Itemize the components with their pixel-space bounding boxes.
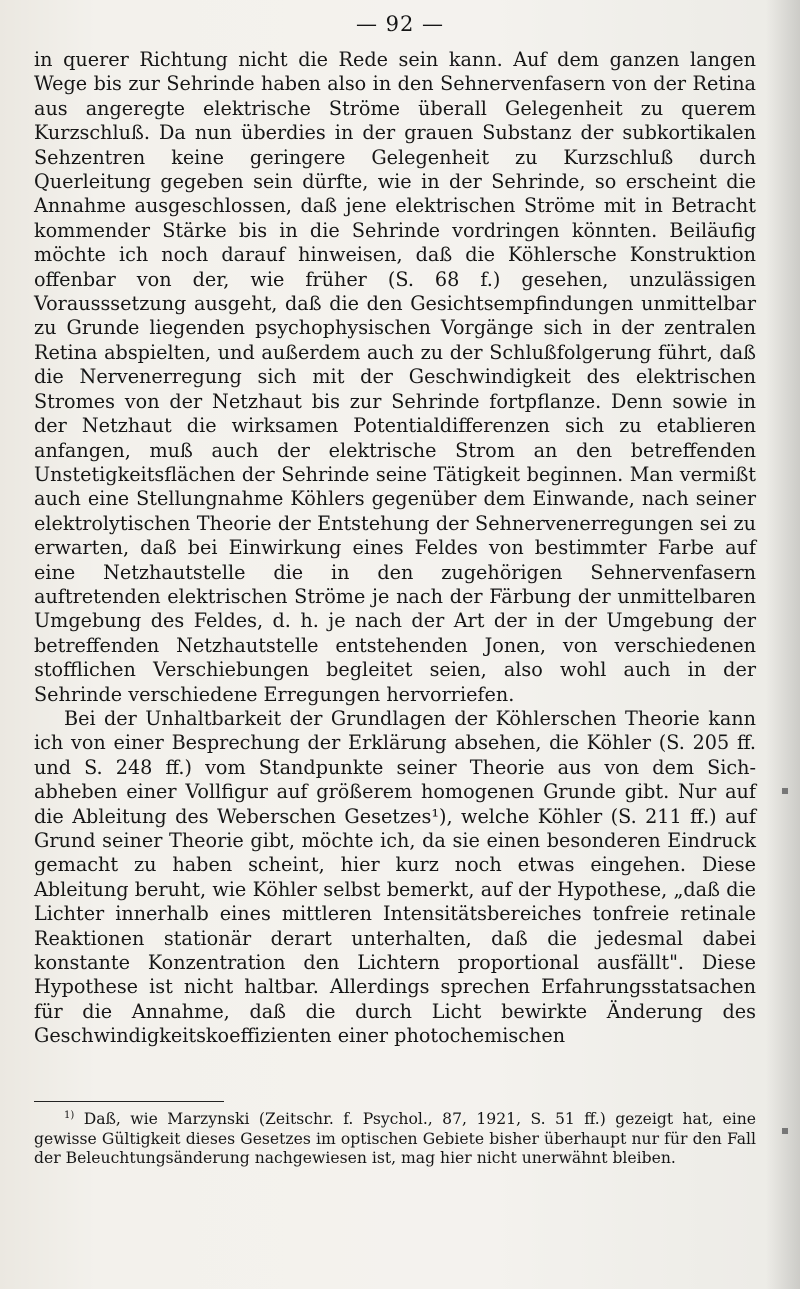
- margin-speck: [782, 788, 788, 794]
- footnote-text: Daß, wie Marzynski (Zeitschr. f. Psychol., 87, 1921, S. 51 ff.) gezeigt hat, eine gewisse Gültigkeit dieses Gesetzes im optischen Gebiete bisher überhaupt nur für den Fall der Beleuchtungsänderung nachgewiesen ist, mag hier nicht unerwähnt bleiben.: [34, 1110, 756, 1168]
- paragraph-1: in querer Richtung nicht die Rede sein kann. Auf dem ganzen langen Wege bis zur Sehrinde haben also in den Sehnervenfasern von der Retina aus angeregte elektrische Ströme überall Gelegenheit zu querem Kurzschluß. Da nun überdies in der grauen Substanz der subkortikalen Sehzentren keine geringere Gelegenheit zu Kurzschluß durch Querleitung gegeben sein dürfte, wie in der Sehrinde, so erscheint die Annahme ausgeschlossen, daß jene elektrischen Ströme mit in Betracht kommender Stärke bis in die Sehrinde vordringen könnten. Beiläufig möchte ich noch darauf hinweisen, daß die Köhlersche Konstruktion offenbar von der, wie früher (S. 68 f.) gesehen, unzulässigen Vorausssetzung ausgeht, daß die den Gesichtsempfindungen unmittelbar zu Grunde liegenden psychophysischen Vorgänge sich in der zentralen Retina abspielten, und außerdem auch zu der Schlußfolgerung führt, daß die Nervenerregung sich mit der Geschwindigkeit des elektrischen Stromes von der Netzhaut bis zur Sehrinde fortpflanze. Denn sowie in der Netzhaut die wirksamen Potentialdifferenzen sich zu etablieren anfangen, muß auch der elektrische Strom an den betreffenden Unstetigkeitsflächen der Sehrinde seine Tätigkeit beginnen. Man vermißt auch eine Stellungnahme Köhlers gegenüber dem Einwande, nach seiner elektrolytischen Theorie der Entstehung der Sehnervenerregungen sei zu erwarten, daß bei Einwirkung eines Feldes von bestimmter Farbe auf eine Netzhautstelle die in den zugehörigen Sehnervenfasern auftretenden elektrischen Ströme je nach der Färbung der unmittelbaren Umgebung des Feldes, d. h. je nach der Art der in der Umgebung der betreffenden Netzhautstelle entstehenden Jonen, von verschiedenen stofflichen Verschiebungen begleitet seien, also wohl auch in der Sehrinde verschiedene Erregungen hervorriefen.: [34, 48, 756, 706]
- footnote: [34, 1110, 756, 1169]
- main-text: [34, 48, 756, 1049]
- paragraph-2: Bei der Unhaltbarkeit der Grundlagen der Köhlerschen Theorie kann ich von einer Besprechung der Erklärung absehen, die Köhler (S. 205 ff. und S. 248 ff.) vom Standpunkte seiner Theorie aus von dem Sich-abheben einer Vollfigur auf größerem homogenen Grunde gibt. Nur auf die Ableitung des Weberschen Gesetzes¹), welche Köhler (S. 211 ff.) auf Grund seiner Theorie gibt, möchte ich, da sie einen besonderen Eindruck gemacht zu haben scheint, hier kurz noch etwas eingehen. Diese Ableitung beruht, wie Köhler selbst bemerkt, auf der Hypothese, „daß die Lichter innerhalb eines mittleren Intensitätsbereiches tonfreie retinale Reaktionen stationär derart unterhalten, daß die jedesmal dabei konstante Konzentration den Lichtern proportional ausfällt". Diese Hypothese ist nicht haltbar. Allerdings sprechen Erfahrungsstatsachen für die Annahme, daß die durch Licht bewirkte Änderung des Geschwindigkeitskoeffizienten einer photochemischen: [34, 706, 756, 1048]
- page-number: — 92 —: [355, 12, 445, 36]
- page-edge-shadow: [766, 0, 800, 1289]
- footnote-divider: [34, 1101, 224, 1102]
- footnote-marker: 1): [64, 1109, 75, 1121]
- margin-speck: [782, 1128, 788, 1134]
